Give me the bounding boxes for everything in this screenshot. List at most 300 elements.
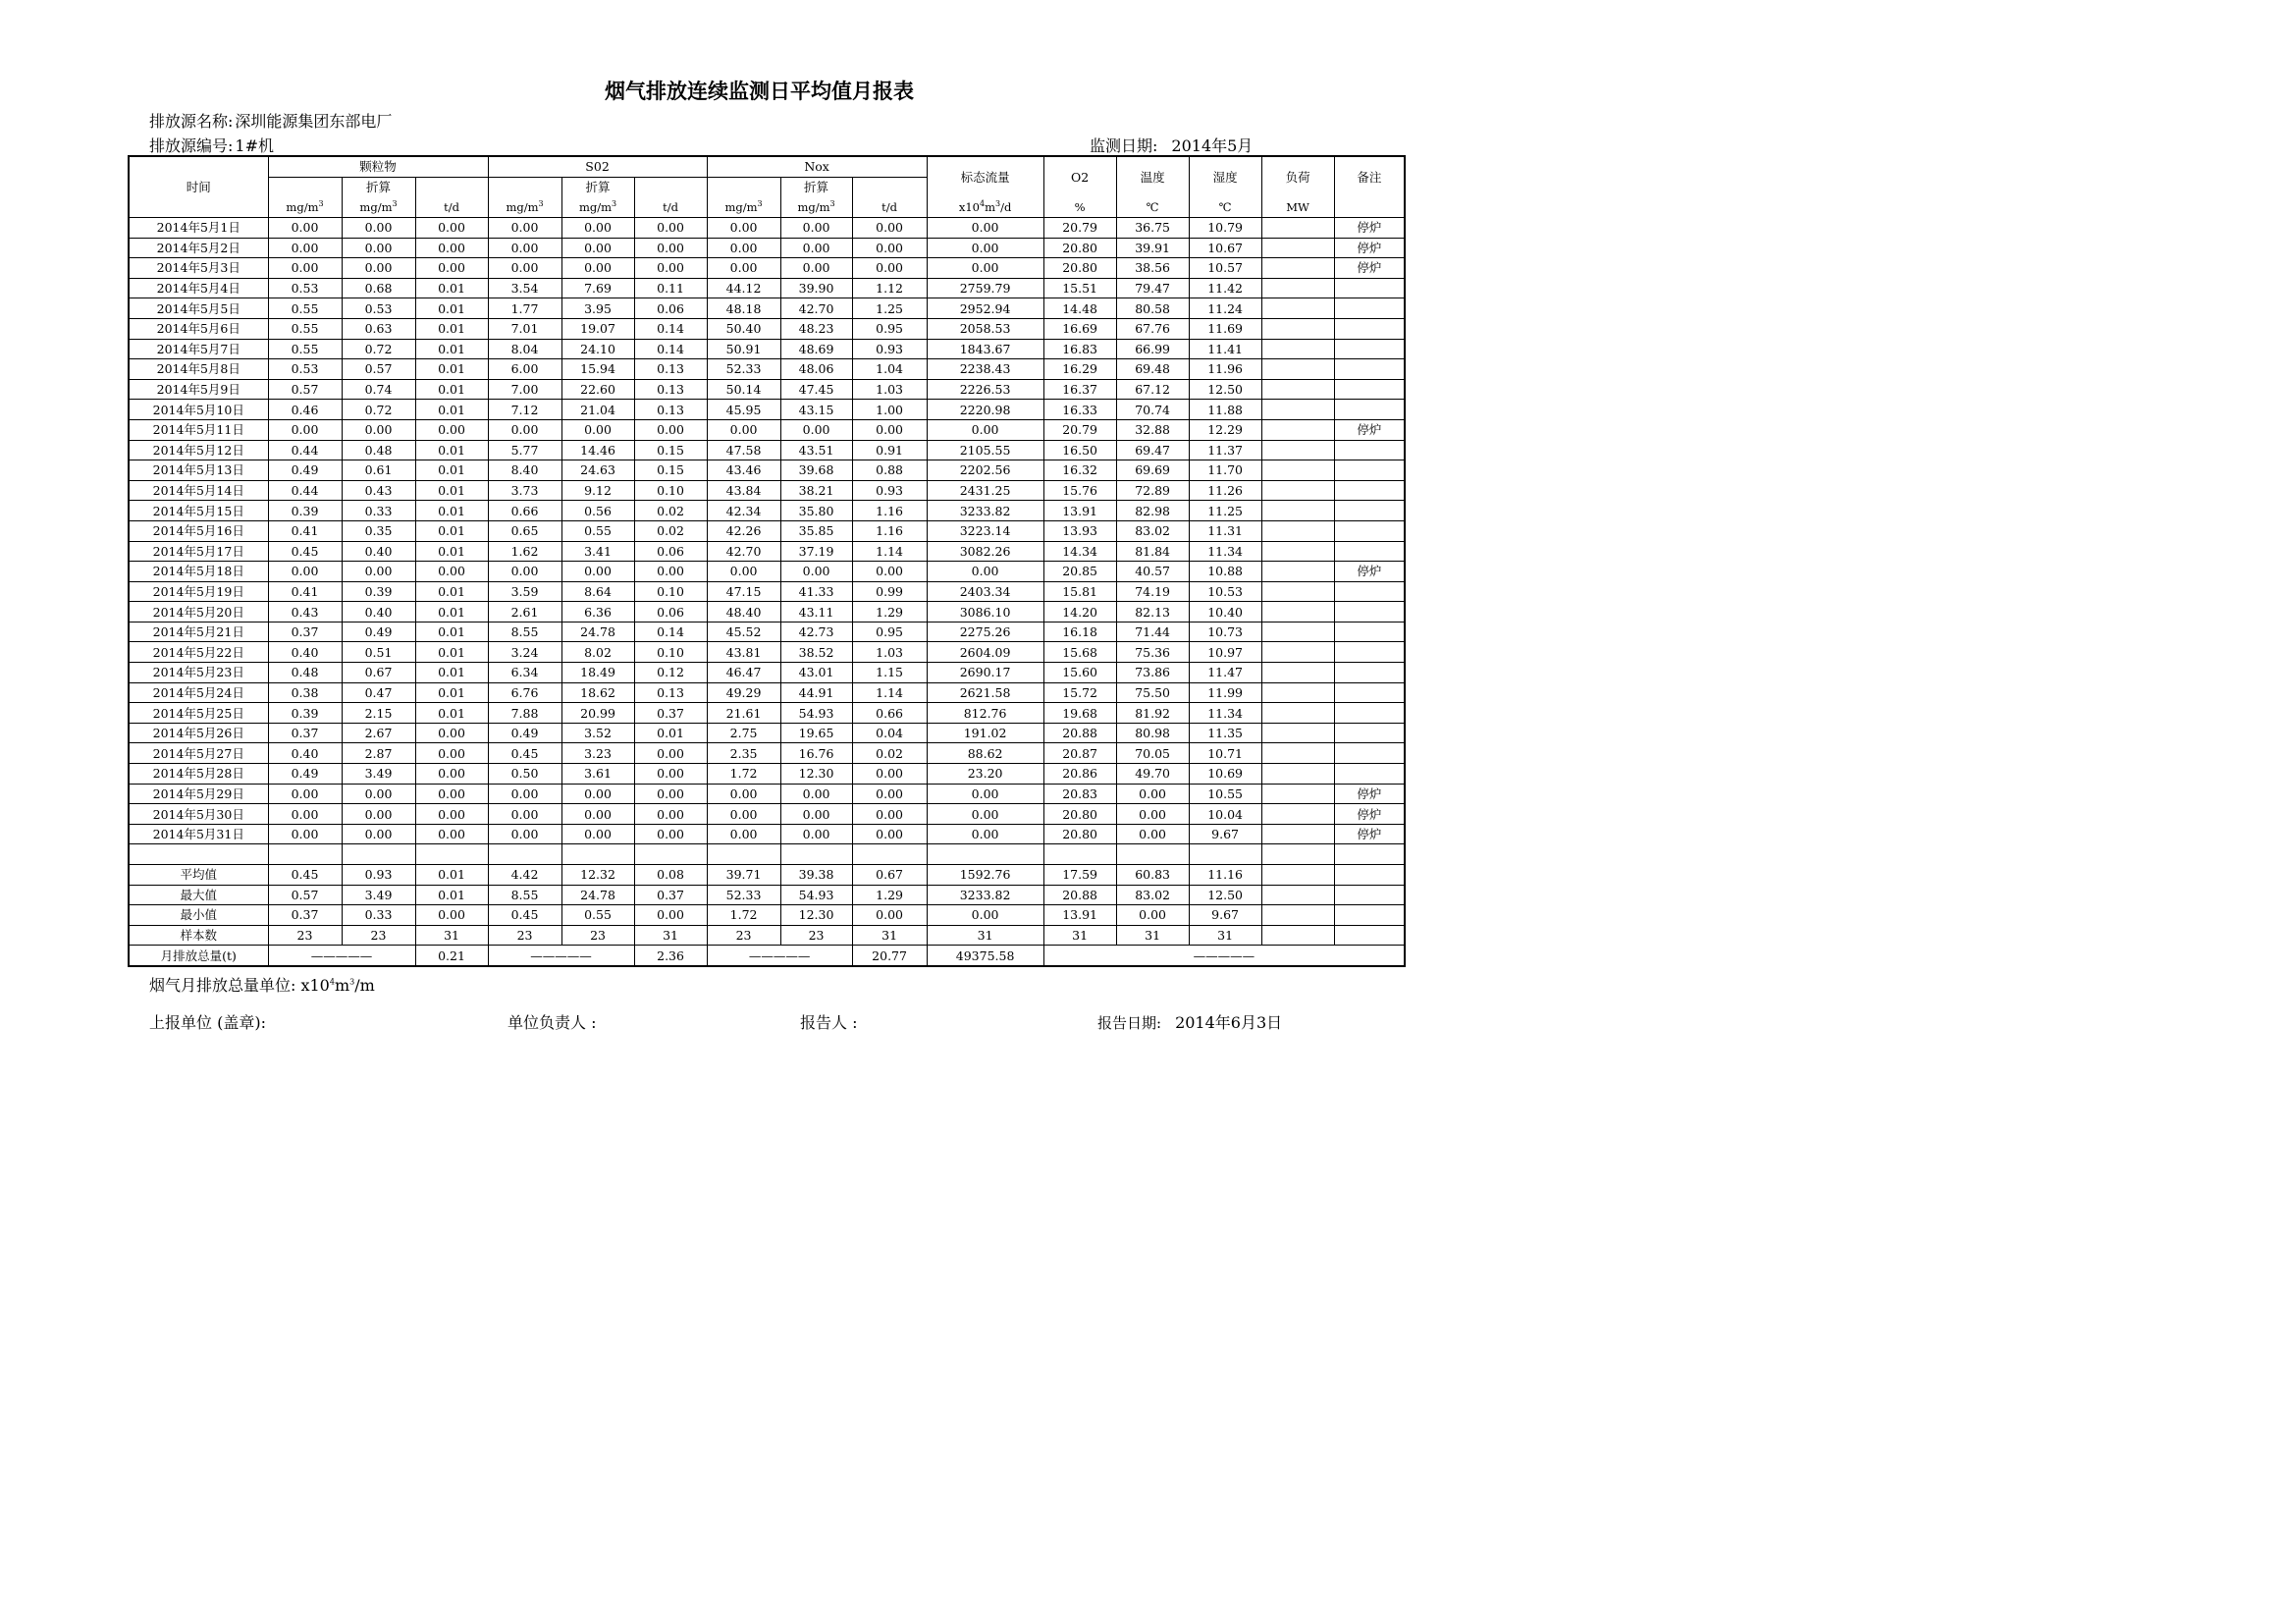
cell: 0.51 bbox=[342, 642, 415, 663]
cell: 0.00 bbox=[561, 804, 634, 825]
cell: 8.55 bbox=[488, 622, 561, 642]
cell: 10.53 bbox=[1189, 581, 1261, 602]
summary-row bbox=[129, 925, 1405, 946]
cell: 0.00 bbox=[268, 562, 342, 582]
cell: 0.53 bbox=[268, 278, 342, 298]
header-converted: 折算 bbox=[342, 178, 415, 198]
cell: 43.15 bbox=[780, 400, 852, 420]
table-row bbox=[129, 642, 1405, 663]
cell: 0.00 bbox=[852, 804, 927, 825]
cell bbox=[1334, 865, 1405, 886]
cell: 0.37 bbox=[634, 703, 707, 724]
cell: 2759.79 bbox=[927, 278, 1043, 298]
cell bbox=[1261, 460, 1334, 481]
cell: 60.83 bbox=[1116, 865, 1189, 886]
cell: 0.93 bbox=[852, 339, 927, 359]
cell bbox=[1261, 743, 1334, 764]
cell: 16.29 bbox=[1043, 359, 1116, 380]
cell bbox=[1261, 339, 1334, 359]
cell: 0.00 bbox=[415, 764, 488, 785]
row-label: 2014年5月27日 bbox=[129, 743, 268, 764]
monitor-date: 2014年5月 bbox=[1171, 136, 1254, 155]
cell: 812.76 bbox=[927, 703, 1043, 724]
cell: 38.21 bbox=[780, 480, 852, 501]
cell: 1.14 bbox=[852, 541, 927, 562]
unit-mw: MW bbox=[1261, 197, 1334, 218]
cell: 13.91 bbox=[1043, 905, 1116, 926]
cell: 1.14 bbox=[852, 682, 927, 703]
cell bbox=[1334, 764, 1405, 785]
cell: 1.25 bbox=[852, 298, 927, 319]
cell: 0.00 bbox=[415, 419, 488, 440]
cell: 0.00 bbox=[852, 419, 927, 440]
cell: 0.00 bbox=[852, 258, 927, 279]
cell bbox=[1261, 298, 1334, 319]
row-label: 2014年5月22日 bbox=[129, 642, 268, 663]
cell bbox=[1334, 278, 1405, 298]
cell: 45.52 bbox=[707, 622, 780, 642]
cell: 20.87 bbox=[1043, 743, 1116, 764]
dash-cell: ————— bbox=[488, 946, 634, 966]
cell: 0.00 bbox=[342, 804, 415, 825]
cell: 0.00 bbox=[634, 905, 707, 926]
cell: 0.55 bbox=[268, 318, 342, 339]
cell: 0.39 bbox=[342, 581, 415, 602]
cell: 49.70 bbox=[1116, 764, 1189, 785]
cell bbox=[1261, 925, 1334, 946]
table-row bbox=[129, 764, 1405, 785]
cell: 0.00 bbox=[268, 218, 342, 239]
cell: 0.39 bbox=[268, 501, 342, 521]
cell: 3.61 bbox=[561, 764, 634, 785]
row-label: 最小值 bbox=[129, 905, 268, 926]
cell: 0.00 bbox=[561, 562, 634, 582]
cell: 31 bbox=[634, 925, 707, 946]
cell: 0.48 bbox=[268, 663, 342, 683]
cell: 0.00 bbox=[707, 804, 780, 825]
cell: 4.42 bbox=[488, 865, 561, 886]
cell: 0.00 bbox=[634, 258, 707, 279]
cell bbox=[1334, 318, 1405, 339]
cell: 0.00 bbox=[780, 218, 852, 239]
cell: 0.00 bbox=[780, 784, 852, 804]
row-label: 2014年5月9日 bbox=[129, 379, 268, 400]
cell: 0.66 bbox=[488, 501, 561, 521]
cell: 0.01 bbox=[415, 520, 488, 541]
cell: 0.15 bbox=[634, 460, 707, 481]
cell: 0.01 bbox=[415, 581, 488, 602]
unit-mg: $mg/m^3$ bbox=[707, 197, 780, 218]
cell: 6.00 bbox=[488, 359, 561, 380]
cell: 23 bbox=[707, 925, 780, 946]
cell: 11.69 bbox=[1189, 318, 1261, 339]
cell: 0.13 bbox=[634, 682, 707, 703]
header-time: 时间 bbox=[129, 156, 268, 218]
cell: 23 bbox=[561, 925, 634, 946]
cell: 0.00 bbox=[561, 419, 634, 440]
cell: 11.47 bbox=[1189, 663, 1261, 683]
cell bbox=[1334, 622, 1405, 642]
cell: 48.40 bbox=[707, 602, 780, 623]
cell: 81.84 bbox=[1116, 541, 1189, 562]
cell: 0.67 bbox=[852, 865, 927, 886]
cell bbox=[1261, 258, 1334, 279]
cell: 0.00 bbox=[1116, 804, 1189, 825]
cell: 0.01 bbox=[415, 339, 488, 359]
cell: 0.67 bbox=[342, 663, 415, 683]
cell: 15.51 bbox=[1043, 278, 1116, 298]
cell: 0.55 bbox=[268, 298, 342, 319]
cell bbox=[1261, 318, 1334, 339]
header-so2: S02 bbox=[488, 156, 707, 178]
cell: 13.93 bbox=[1043, 520, 1116, 541]
cell: 3086.10 bbox=[927, 602, 1043, 623]
header-converted: 折算 bbox=[561, 178, 634, 198]
report-date-line bbox=[1097, 1010, 1282, 1033]
monitor-date-label: 监测日期: bbox=[1090, 136, 1158, 155]
cell: 0.00 bbox=[634, 743, 707, 764]
monthly-total-row bbox=[129, 946, 1405, 966]
cell: 11.16 bbox=[1189, 865, 1261, 886]
cell: 31 bbox=[1189, 925, 1261, 946]
cell: 9.67 bbox=[1189, 824, 1261, 844]
cell bbox=[1334, 400, 1405, 420]
cell: 16.69 bbox=[1043, 318, 1116, 339]
cell: 43.51 bbox=[780, 440, 852, 460]
cell: 82.13 bbox=[1116, 602, 1189, 623]
cell: 0.74 bbox=[342, 379, 415, 400]
cell: 0.66 bbox=[852, 703, 927, 724]
cell: 69.47 bbox=[1116, 440, 1189, 460]
cell: 17.59 bbox=[1043, 865, 1116, 886]
cell: 11.42 bbox=[1189, 278, 1261, 298]
flow-unit-note: 烟气月排放总量单位: $x10^4m^3/m$ bbox=[149, 976, 375, 995]
reporter-label: 报告人 : bbox=[800, 1013, 858, 1032]
cell: 0.00 bbox=[634, 419, 707, 440]
cell: 5.77 bbox=[488, 440, 561, 460]
row-label: 2014年5月15日 bbox=[129, 501, 268, 521]
cell: 11.96 bbox=[1189, 359, 1261, 380]
cell: 0.00 bbox=[342, 824, 415, 844]
table-row bbox=[129, 663, 1405, 683]
cell: 0.49 bbox=[268, 764, 342, 785]
table-row bbox=[129, 298, 1405, 319]
cell: 22.60 bbox=[561, 379, 634, 400]
cell: 0.00 bbox=[415, 743, 488, 764]
cell: 0.00 bbox=[415, 804, 488, 825]
cell: 7.00 bbox=[488, 379, 561, 400]
cell: 7.01 bbox=[488, 318, 561, 339]
cell: 47.58 bbox=[707, 440, 780, 460]
cell: 1.29 bbox=[852, 602, 927, 623]
table-row bbox=[129, 784, 1405, 804]
cell bbox=[1334, 743, 1405, 764]
cell: 42.73 bbox=[780, 622, 852, 642]
cell: 0.00 bbox=[561, 784, 634, 804]
cell: 3223.14 bbox=[927, 520, 1043, 541]
cell bbox=[1261, 581, 1334, 602]
cell: 23 bbox=[342, 925, 415, 946]
cell: 35.85 bbox=[780, 520, 852, 541]
cell: 31 bbox=[1116, 925, 1189, 946]
cell: 0.00 bbox=[561, 824, 634, 844]
unit-flow: $x10^4m^3/d$ bbox=[927, 197, 1043, 218]
cell: 0.00 bbox=[342, 258, 415, 279]
cell bbox=[1261, 642, 1334, 663]
cell: 45.95 bbox=[707, 400, 780, 420]
cell: 2238.43 bbox=[927, 359, 1043, 380]
cell: 0.45 bbox=[488, 905, 561, 926]
cell: 81.92 bbox=[1116, 703, 1189, 724]
cell: 0.01 bbox=[415, 622, 488, 642]
cell: 11.35 bbox=[1189, 723, 1261, 743]
cell: 15.76 bbox=[1043, 480, 1116, 501]
cell: 0.00 bbox=[415, 258, 488, 279]
cell bbox=[1334, 581, 1405, 602]
cell: 0.00 bbox=[780, 238, 852, 258]
cell: 3.49 bbox=[342, 885, 415, 905]
cell: 8.02 bbox=[561, 642, 634, 663]
cell: 11.34 bbox=[1189, 541, 1261, 562]
header-particulate: 颗粒物 bbox=[268, 156, 488, 178]
cell: 2604.09 bbox=[927, 642, 1043, 663]
cell: 49375.58 bbox=[927, 946, 1043, 966]
cell: 0.61 bbox=[342, 460, 415, 481]
cell: 0.13 bbox=[634, 400, 707, 420]
cell: 83.02 bbox=[1116, 885, 1189, 905]
cell: 0.44 bbox=[268, 480, 342, 501]
cell: 2105.55 bbox=[927, 440, 1043, 460]
header-temp: 温度 bbox=[1116, 156, 1189, 197]
cell: 0.00 bbox=[488, 804, 561, 825]
cell bbox=[1334, 520, 1405, 541]
cell: 0.00 bbox=[852, 764, 927, 785]
cell: 20.85 bbox=[1043, 562, 1116, 582]
cell: 20.88 bbox=[1043, 723, 1116, 743]
cell bbox=[1334, 703, 1405, 724]
cell: 20.80 bbox=[1043, 824, 1116, 844]
cell: 停炉 bbox=[1334, 784, 1405, 804]
header-load: 负荷 bbox=[1261, 156, 1334, 197]
cell: 11.31 bbox=[1189, 520, 1261, 541]
cell: 0.06 bbox=[634, 541, 707, 562]
cell: 50.40 bbox=[707, 318, 780, 339]
cell: 10.67 bbox=[1189, 238, 1261, 258]
cell: 10.79 bbox=[1189, 218, 1261, 239]
row-label: 2014年5月11日 bbox=[129, 419, 268, 440]
cell: 0.91 bbox=[852, 440, 927, 460]
cell: 0.00 bbox=[852, 238, 927, 258]
cell bbox=[1261, 480, 1334, 501]
cell: 0.00 bbox=[415, 238, 488, 258]
row-label: 平均值 bbox=[129, 865, 268, 886]
cell: 0.48 bbox=[342, 440, 415, 460]
cell: 0.55 bbox=[561, 520, 634, 541]
cell: 20.80 bbox=[1043, 804, 1116, 825]
cell: 0.00 bbox=[268, 419, 342, 440]
cell: 70.74 bbox=[1116, 400, 1189, 420]
cell: 0.00 bbox=[707, 419, 780, 440]
cell: 23 bbox=[488, 925, 561, 946]
row-label: 2014年5月23日 bbox=[129, 663, 268, 683]
cell bbox=[1334, 440, 1405, 460]
cell: 42.26 bbox=[707, 520, 780, 541]
cell: 0.72 bbox=[342, 400, 415, 420]
cell bbox=[1261, 602, 1334, 623]
cell: 44.91 bbox=[780, 682, 852, 703]
unit-row bbox=[129, 197, 1405, 218]
cell: 88.62 bbox=[927, 743, 1043, 764]
cell: 2220.98 bbox=[927, 400, 1043, 420]
cell: 15.94 bbox=[561, 359, 634, 380]
cell: 0.00 bbox=[780, 562, 852, 582]
cell bbox=[1334, 339, 1405, 359]
cell: 0.37 bbox=[634, 885, 707, 905]
unit-td: t/d bbox=[634, 197, 707, 218]
cell: 9.67 bbox=[1189, 905, 1261, 926]
cell: 16.32 bbox=[1043, 460, 1116, 481]
cell: 2058.53 bbox=[927, 318, 1043, 339]
cell bbox=[1261, 703, 1334, 724]
cell: 0.06 bbox=[634, 298, 707, 319]
cell: 72.89 bbox=[1116, 480, 1189, 501]
cell: 0.93 bbox=[852, 480, 927, 501]
cell: 15.72 bbox=[1043, 682, 1116, 703]
cell: 0.55 bbox=[268, 339, 342, 359]
cell: 31 bbox=[1043, 925, 1116, 946]
cell: 23 bbox=[780, 925, 852, 946]
cell: 0.44 bbox=[268, 440, 342, 460]
cell: 21.04 bbox=[561, 400, 634, 420]
cell: 0.00 bbox=[561, 238, 634, 258]
cell: 10.69 bbox=[1189, 764, 1261, 785]
cell: 2952.94 bbox=[927, 298, 1043, 319]
cell: 83.02 bbox=[1116, 520, 1189, 541]
cell: 12.50 bbox=[1189, 379, 1261, 400]
cell bbox=[1261, 562, 1334, 582]
table-row bbox=[129, 359, 1405, 380]
cell: 0.45 bbox=[268, 541, 342, 562]
cell: 0.00 bbox=[415, 562, 488, 582]
cell: 2.75 bbox=[707, 723, 780, 743]
cell: 12.29 bbox=[1189, 419, 1261, 440]
cell bbox=[1261, 784, 1334, 804]
cell: 47.45 bbox=[780, 379, 852, 400]
cell: 46.47 bbox=[707, 663, 780, 683]
cell: 2275.26 bbox=[927, 622, 1043, 642]
row-label: 2014年5月7日 bbox=[129, 339, 268, 359]
cell: 39.71 bbox=[707, 865, 780, 886]
cell: 0.39 bbox=[268, 703, 342, 724]
cell: 43.01 bbox=[780, 663, 852, 683]
cell: 24.78 bbox=[561, 622, 634, 642]
cell: 14.20 bbox=[1043, 602, 1116, 623]
cell: 52.33 bbox=[707, 885, 780, 905]
cell: 0.41 bbox=[268, 520, 342, 541]
cell: 0.00 bbox=[342, 419, 415, 440]
cell: 0.01 bbox=[415, 642, 488, 663]
source-name-label: 排放源名称: bbox=[149, 112, 234, 131]
unit-deg: ℃ bbox=[1189, 197, 1261, 218]
table-row bbox=[129, 339, 1405, 359]
cell: 14.48 bbox=[1043, 298, 1116, 319]
cell: 11.88 bbox=[1189, 400, 1261, 420]
cell: 19.68 bbox=[1043, 703, 1116, 724]
cell bbox=[1261, 379, 1334, 400]
cell: 2403.34 bbox=[927, 581, 1043, 602]
cell: 0.00 bbox=[927, 784, 1043, 804]
cell: 1.29 bbox=[852, 885, 927, 905]
cell: 20.77 bbox=[852, 946, 927, 966]
row-label: 样本数 bbox=[129, 925, 268, 946]
cell: 13.91 bbox=[1043, 501, 1116, 521]
cell: 52.33 bbox=[707, 359, 780, 380]
cell: 0.93 bbox=[342, 865, 415, 886]
cell: 31 bbox=[927, 925, 1043, 946]
cell: 0.40 bbox=[342, 602, 415, 623]
cell: 0.01 bbox=[415, 460, 488, 481]
cell: 11.26 bbox=[1189, 480, 1261, 501]
cell: 0.14 bbox=[634, 622, 707, 642]
cell: 0.40 bbox=[342, 541, 415, 562]
cell: 0.00 bbox=[268, 784, 342, 804]
cell bbox=[1261, 218, 1334, 239]
cell: 0.49 bbox=[268, 460, 342, 481]
cell: 0.11 bbox=[634, 278, 707, 298]
cell: 2621.58 bbox=[927, 682, 1043, 703]
row-label: 2014年5月10日 bbox=[129, 400, 268, 420]
cell bbox=[1334, 682, 1405, 703]
cell: 0.10 bbox=[634, 581, 707, 602]
cell: 31 bbox=[415, 925, 488, 946]
cell: 20.79 bbox=[1043, 218, 1116, 239]
cell: 69.48 bbox=[1116, 359, 1189, 380]
cell: 12.30 bbox=[780, 905, 852, 926]
cell: 0.00 bbox=[415, 905, 488, 926]
cell: 11.24 bbox=[1189, 298, 1261, 319]
cell: 1.16 bbox=[852, 520, 927, 541]
cell: 0.00 bbox=[415, 218, 488, 239]
cell: 10.88 bbox=[1189, 562, 1261, 582]
cell: 11.99 bbox=[1189, 682, 1261, 703]
cell: 0.53 bbox=[268, 359, 342, 380]
row-label: 2014年5月3日 bbox=[129, 258, 268, 279]
cell: 2.36 bbox=[634, 946, 707, 966]
table-row bbox=[129, 419, 1405, 440]
cell: 0.00 bbox=[488, 784, 561, 804]
cell: 0.01 bbox=[415, 885, 488, 905]
cell bbox=[1261, 865, 1334, 886]
cell: 1.77 bbox=[488, 298, 561, 319]
cell: 16.33 bbox=[1043, 400, 1116, 420]
blank-row bbox=[129, 844, 1405, 865]
unit-deg: ℃ bbox=[1116, 197, 1189, 218]
cell: 10.73 bbox=[1189, 622, 1261, 642]
table-row bbox=[129, 480, 1405, 501]
table-row bbox=[129, 218, 1405, 239]
cell: 11.70 bbox=[1189, 460, 1261, 481]
cell: 39.68 bbox=[780, 460, 852, 481]
cell: 停炉 bbox=[1334, 824, 1405, 844]
cell: 42.70 bbox=[707, 541, 780, 562]
cell: 11.41 bbox=[1189, 339, 1261, 359]
cell: 3.23 bbox=[561, 743, 634, 764]
cell: 2.67 bbox=[342, 723, 415, 743]
cell: 0.00 bbox=[780, 824, 852, 844]
cell: 21.61 bbox=[707, 703, 780, 724]
cell: 0.01 bbox=[415, 865, 488, 886]
cell: 0.10 bbox=[634, 642, 707, 663]
